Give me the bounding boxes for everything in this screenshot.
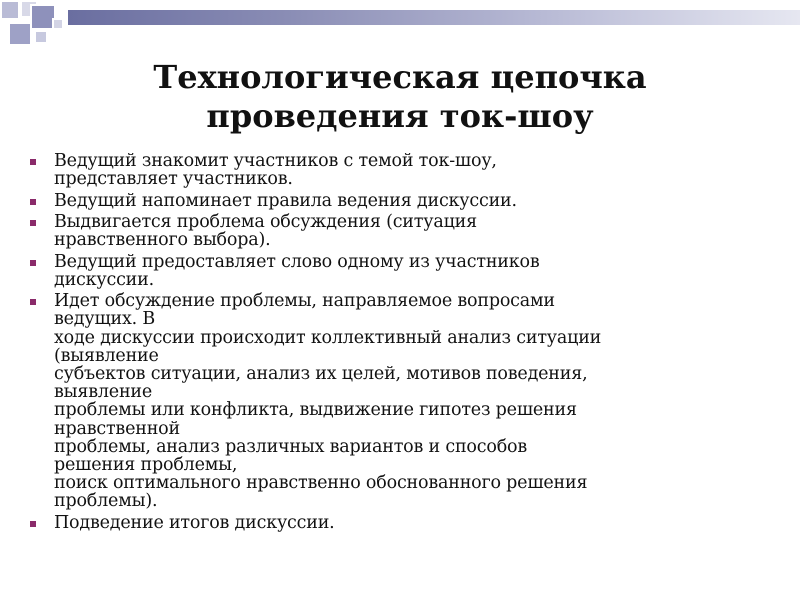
header-decoration bbox=[0, 0, 800, 52]
bullet-text-line: Ведущий напоминает правила ведения дискуссии. bbox=[54, 190, 517, 211]
bullet-text-line: Идет обсуждение проблемы, направляемое вопросами bbox=[54, 291, 555, 312]
square-bullet-icon bbox=[30, 220, 36, 226]
bullet-text-line: Подведение итогов дискуссии. bbox=[54, 512, 335, 533]
bullet-item bbox=[30, 514, 760, 532]
slide-title-line: Технологическая цепочка bbox=[153, 58, 647, 96]
bullet-item bbox=[30, 192, 760, 210]
bullet-text-line: ходе дискуссии происходит коллективный анализ ситуации bbox=[54, 327, 602, 348]
bullet-text-line: нравственного выбора). bbox=[54, 230, 271, 251]
bullet-text-line: представляет участников. bbox=[54, 169, 293, 190]
bullet-text-line: поиск оптимального нравственно обоснованного решения bbox=[54, 473, 588, 494]
bullet-text-line: проблемы, анализ различных вариантов и способов bbox=[54, 436, 528, 457]
square-bullet-icon bbox=[30, 199, 36, 205]
bullet-text-line: Выдвигается проблема обсуждения (ситуация bbox=[54, 211, 477, 232]
bullet-text-line: решения проблемы, bbox=[54, 455, 238, 475]
square-bullet-icon bbox=[30, 521, 36, 527]
bullet-item bbox=[30, 213, 760, 249]
bullet-text-line: проблемы или конфликта, выдвижение гипотез решения bbox=[54, 400, 577, 421]
bullet-text-line: выявление bbox=[54, 382, 153, 403]
decor-square bbox=[52, 18, 64, 30]
bullet-text-line: (выявление bbox=[54, 345, 159, 366]
bullet-text-line: дискуссии. bbox=[54, 269, 154, 290]
header-gradient-bar bbox=[68, 10, 800, 25]
bullet-text-line: субъектов ситуации, анализ их целей, мотивов поведения, bbox=[54, 363, 588, 384]
bullet-list bbox=[30, 152, 760, 535]
square-bullet-icon bbox=[30, 299, 36, 305]
decor-square bbox=[0, 0, 20, 20]
square-bullet-icon bbox=[30, 159, 36, 165]
bullet-text-line: Ведущий предоставляет слово одному из участников bbox=[54, 251, 540, 272]
square-bullet-icon bbox=[30, 260, 36, 266]
bullet-text-line: проблемы). bbox=[54, 491, 158, 512]
decor-square bbox=[8, 22, 32, 46]
bullet-text-line: Ведущий знакомит участников с темой ток-шоу, bbox=[54, 151, 497, 171]
bullet-item bbox=[30, 152, 760, 188]
bullet-item bbox=[30, 292, 760, 510]
slide-title bbox=[60, 58, 740, 136]
slide-title-line: проведения ток-шоу bbox=[206, 97, 594, 135]
decor-square bbox=[34, 30, 48, 44]
bullet-text-line: ведущих. В bbox=[54, 309, 156, 330]
bullet-item bbox=[30, 253, 760, 289]
bullet-text-line: нравственной bbox=[54, 418, 180, 439]
